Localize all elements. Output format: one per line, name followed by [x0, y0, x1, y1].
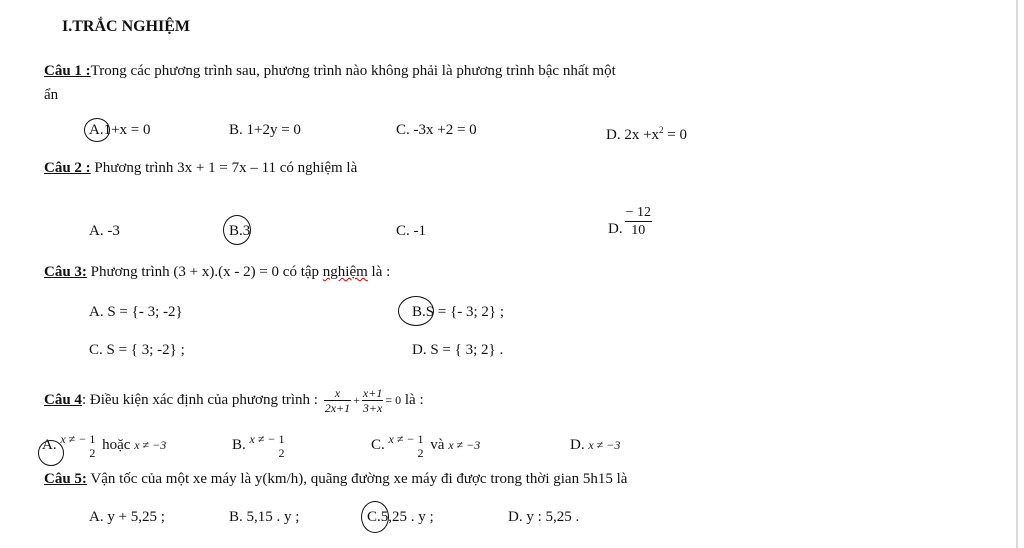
question-5-text: Vận tốc của một xe máy là y(km/h), quãng đường xe máy đi được trong thời gian 5h15 là — [86, 471, 628, 487]
q3-option-b-letter: B. — [412, 304, 426, 320]
q1-option-a-text: 1+x = 0 — [103, 122, 151, 138]
q2-option-b[interactable] — [229, 222, 250, 240]
q3-option-d[interactable]: D. S = { 3; 2} . — [412, 342, 504, 358]
q1-option-c[interactable]: C. -3x +2 = 0 — [396, 122, 477, 138]
q1-option-a[interactable] — [89, 121, 151, 139]
fraction-denominator: 2 — [89, 445, 96, 460]
question-3-text-tail: là : — [367, 264, 391, 280]
plus-sign: + — [353, 393, 360, 407]
fraction-numerator: 1 — [278, 431, 285, 446]
section-title: I.TRẮC NGHIỆM — [62, 18, 191, 35]
q4-option-c[interactable] — [371, 428, 480, 462]
q2-option-d-fraction — [625, 204, 652, 239]
q4-option-a[interactable] — [42, 428, 166, 462]
q2-option-d[interactable] — [608, 204, 654, 239]
q4-option-b-text: x ≠ − — [249, 432, 276, 446]
q4-option-d[interactable] — [570, 428, 620, 462]
q5-option-c-letter: C. — [367, 509, 381, 525]
question-4 — [44, 383, 424, 417]
q4-option-a-text: x ≠ − — [60, 432, 87, 446]
q4-option-d-text: x ≠ −3 — [588, 438, 621, 452]
q2-option-b-text: 3 — [242, 223, 251, 239]
question-3-label: Câu 3: — [44, 264, 87, 280]
question-3-text: Phương trình (3 + x).(x - 2) = 0 có tập — [86, 264, 323, 280]
fraction-denominator: 3+x — [362, 401, 383, 416]
page-edge — [1016, 0, 1018, 548]
question-5-label: Câu 5: — [44, 471, 87, 487]
fraction-numerator: x — [334, 386, 341, 401]
question-1-label: Câu 1 : — [44, 63, 91, 79]
fraction-numerator: − 12 — [625, 205, 651, 220]
q5-option-b[interactable]: B. 5,15 . y ; — [229, 509, 300, 525]
q4-option-c-text: x ≠ − — [388, 432, 415, 446]
question-4-text-tail: là : — [401, 392, 424, 408]
q4-option-c-tail: x ≠ −3 — [448, 438, 481, 452]
q3-option-b[interactable] — [412, 303, 504, 321]
q4-option-c-fraction — [417, 432, 425, 460]
q4-option-a-tail: x ≠ −3 — [134, 438, 167, 452]
fraction-denominator: 10 — [625, 221, 652, 239]
q4-option-b-fraction — [278, 432, 286, 460]
q3-option-c[interactable]: C. S = { 3; -2} ; — [89, 342, 185, 358]
q4-option-a-letter: A. — [42, 437, 57, 453]
question-1 — [44, 62, 616, 80]
q4-option-a-connector: hoặc — [98, 437, 135, 453]
q2-option-b-letter: B. — [229, 223, 243, 239]
q5-option-a[interactable]: A. y + 5,25 ; — [89, 509, 165, 525]
question-4-text: : Điều kiện xác định của phương trình : — [81, 392, 322, 408]
q2-option-a[interactable]: A. -3 — [89, 223, 120, 239]
q4-fraction-1 — [324, 386, 351, 415]
fraction-denominator: 2 — [278, 445, 285, 460]
q4-option-a-fraction — [88, 432, 96, 460]
fraction-denominator: 2 — [417, 445, 424, 460]
q1-option-d-exponent: 2 — [659, 125, 664, 135]
q2-option-d-letter: D. — [608, 220, 623, 237]
q4-option-d-letter: D. — [570, 437, 585, 453]
equals-zero: = 0 — [385, 393, 402, 407]
question-1-text: Trong các phương trình sau, phương trình nào không phải là phương trình bậc nhất một — [90, 63, 616, 79]
question-4-label: Câu 4 — [44, 392, 82, 408]
fraction-numerator: x+1 — [362, 386, 383, 401]
question-3 — [44, 263, 390, 281]
q1-option-d[interactable] — [606, 121, 687, 144]
q4-option-b[interactable] — [232, 428, 288, 462]
q2-option-c[interactable]: C. -1 — [396, 223, 426, 239]
q4-fraction-2 — [362, 386, 383, 415]
spellcheck-word: nghiệm — [322, 264, 368, 280]
question-5 — [44, 470, 627, 488]
q5-option-c-text: 5,25 . y ; — [380, 509, 434, 525]
fraction-numerator: 1 — [89, 431, 96, 446]
q1-option-a-letter: A. — [89, 122, 104, 138]
q4-option-c-connector: và — [426, 437, 449, 453]
q1-option-b[interactable]: B. 1+2y = 0 — [229, 122, 301, 138]
q3-option-a[interactable]: A. S = {- 3; -2} — [89, 304, 183, 320]
question-2-text: Phương trình 3x + 1 = 7x – 11 có nghiệm là — [90, 160, 358, 176]
q1-option-d-tail: = 0 — [663, 127, 688, 143]
fraction-numerator: 1 — [417, 431, 424, 446]
question-2 — [44, 159, 357, 177]
q5-option-d[interactable]: D. y : 5,25 . — [508, 509, 580, 525]
q3-option-b-text: S = {- 3; 2} ; — [425, 304, 505, 320]
question-1-text-cont: ẩn — [44, 87, 59, 103]
question-2-label: Câu 2 : — [44, 160, 91, 176]
q4-option-c-letter: C. — [371, 437, 385, 453]
q1-option-d-text: D. 2x +x — [606, 127, 660, 143]
fraction-denominator: 2x+1 — [324, 401, 351, 416]
q4-option-b-letter: B. — [232, 437, 246, 453]
q5-option-c[interactable] — [367, 508, 434, 526]
